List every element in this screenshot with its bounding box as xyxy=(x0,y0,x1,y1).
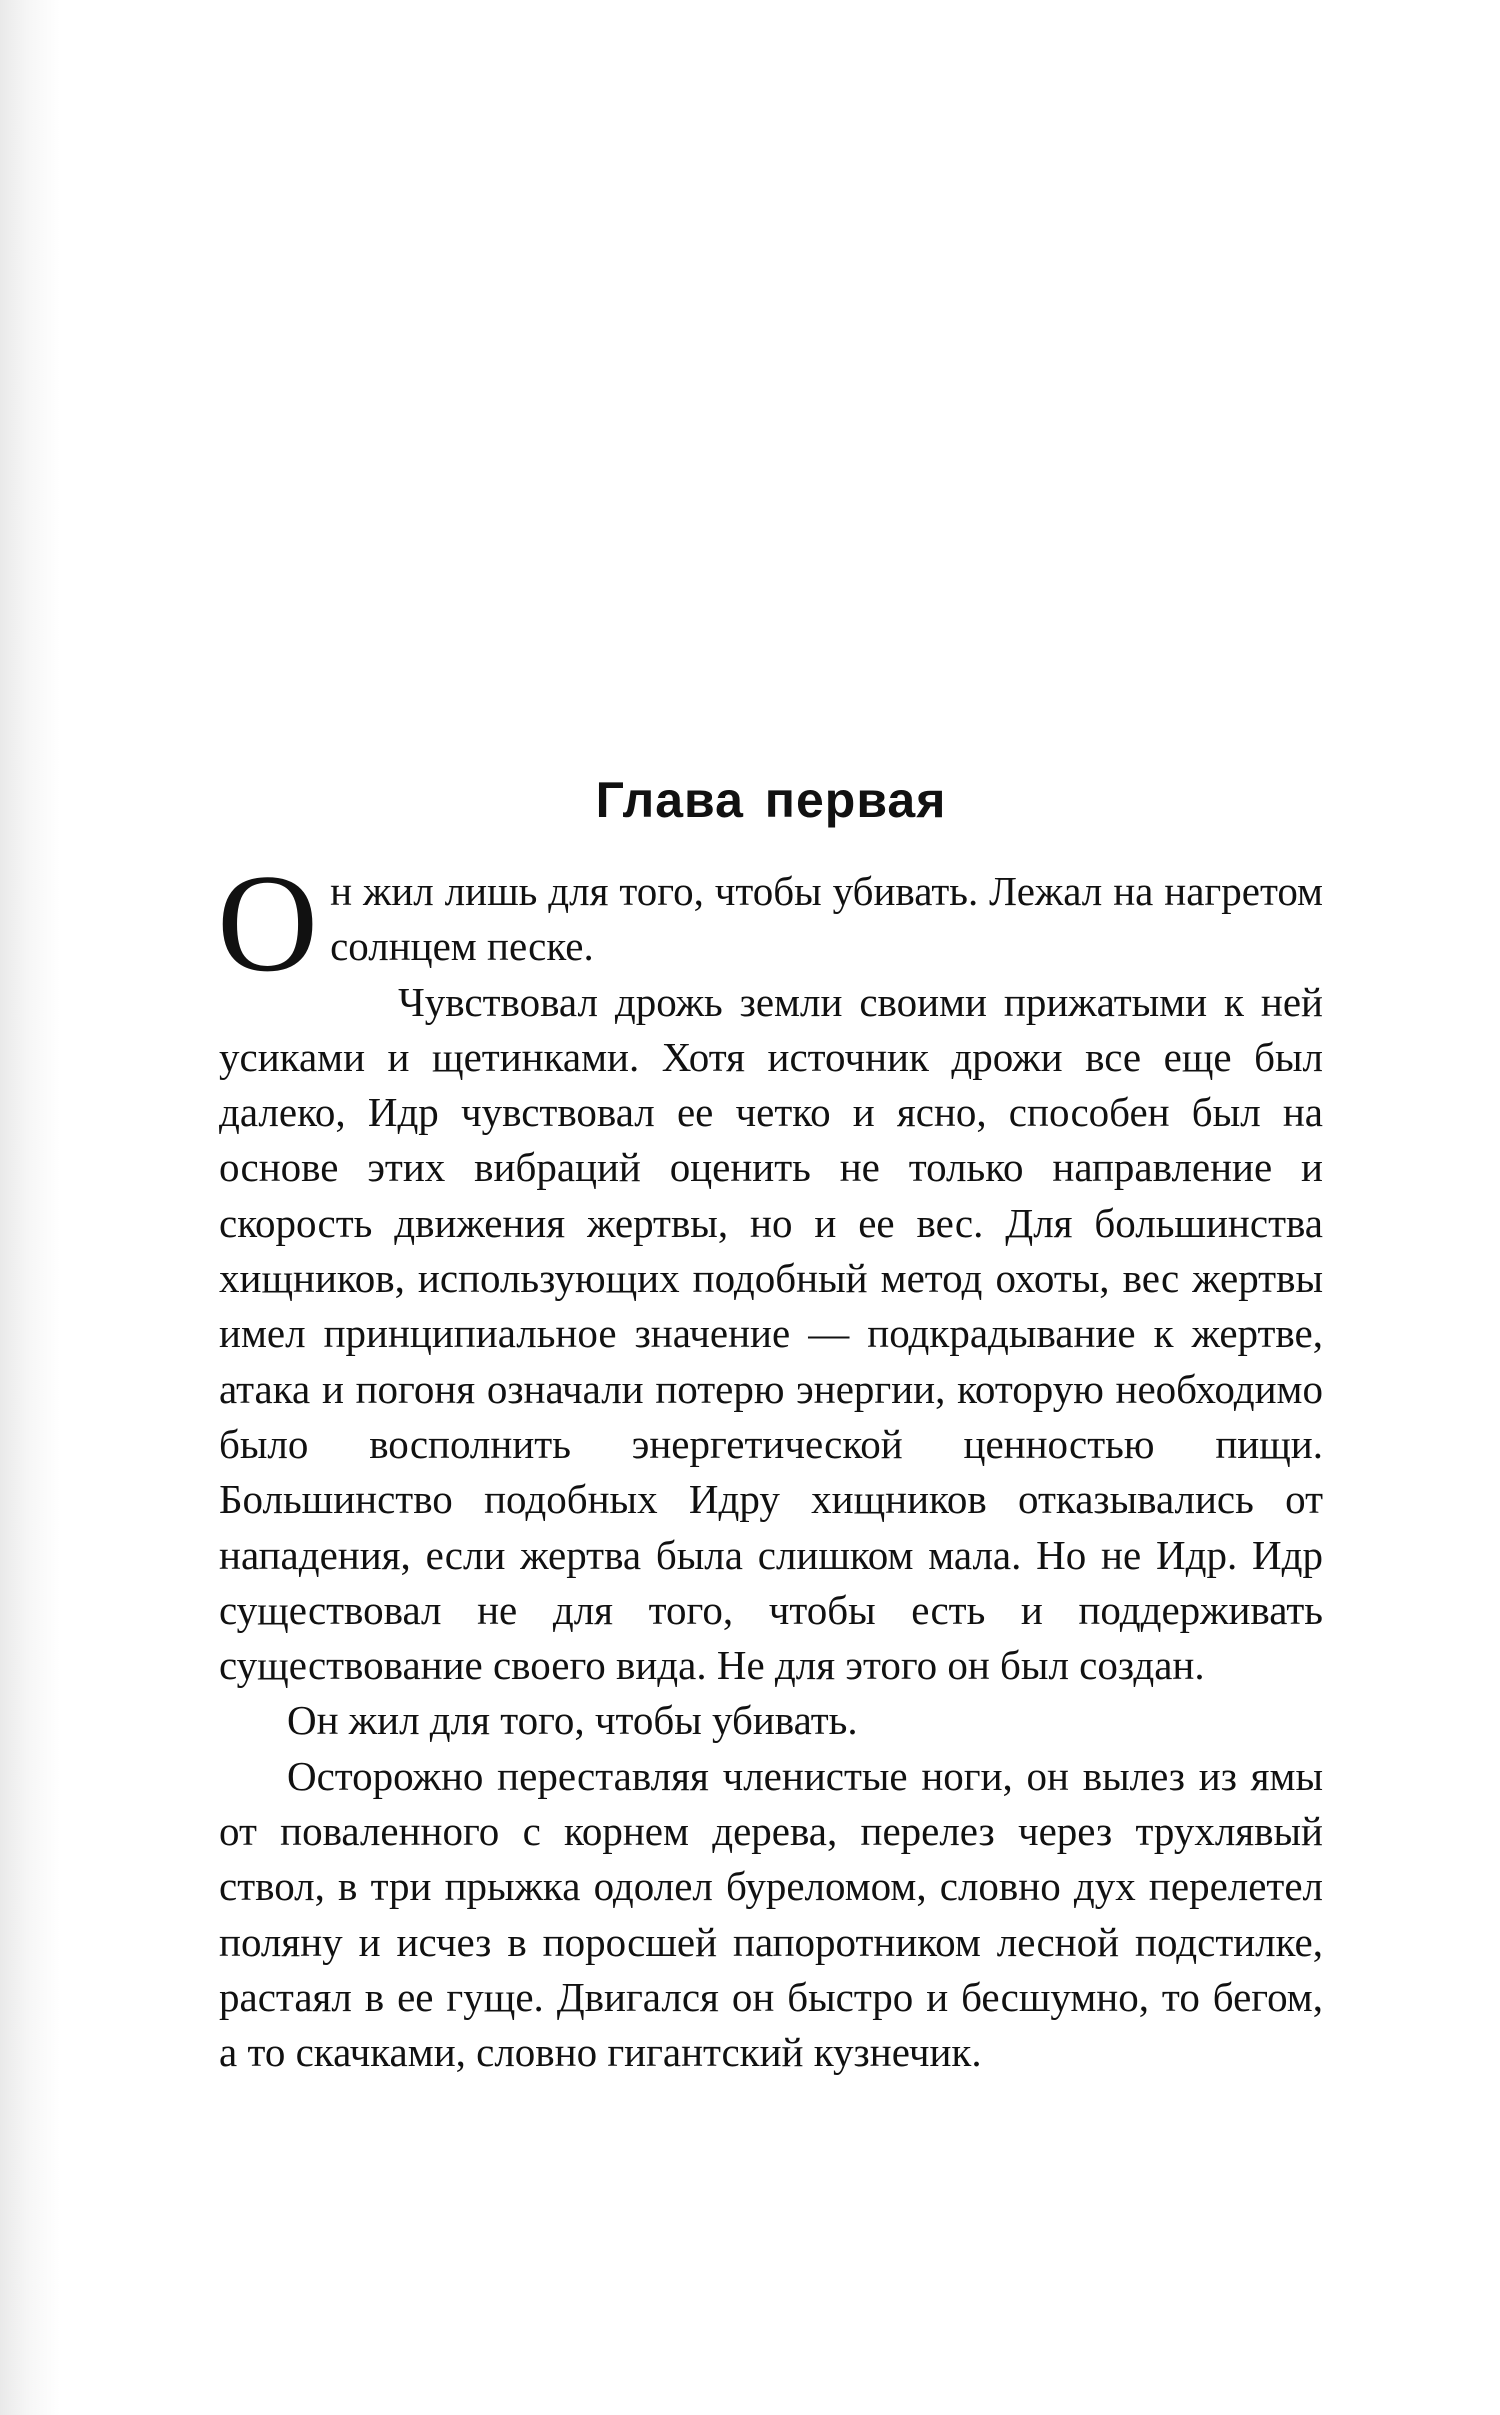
first-paragraph xyxy=(217,846,1323,1001)
chapter-title: Глава первая xyxy=(595,772,947,828)
page-text xyxy=(219,770,1323,2081)
drop-cap: О xyxy=(217,846,319,1001)
paragraph: Осторожно переставляя членистые ноги, он вылез из ямы от поваленного с корнем дерева, перелез через трухлявый ствол, в три прыжка одолел буреломом, словно дух перелетел поляну и исчез в поросшей папоротником лесной подстилке, растаял в ее гуще. Двигался он быстро и бесшумно, то бегом, а то скачками, словно гигантский кузнечик. xyxy=(219,1752,1323,2076)
first-paragraph-text: н жил лишь для того, чтобы убивать. Лежал на нагретом солнцем песке. xyxy=(330,868,1323,970)
paragraph: Чувствовал дрожь земли своими прижатыми к ней усиками и щетинками. Хотя источник дрожи все еще был далеко, Идр чувствовал ее четко и ясно, способен был на основе этих вибраций оценить не только направление и скорость движения жертвы, но и ее вес. Для большинства хищников, использующих подобный метод охоты, вес жертвы имел принципиальное значение — подкрадывание к жертве, атака и погоня означали потерю энергии, которую необходимо было восполнить энергетической ценностью пищи. Большинство подобных Идру хищников отказывались от нападения, если жертва была слишком мала. Но не Идр. Идр существовал не для того, чтобы есть и поддерживать существование своего вида. Не для этого он был создан. xyxy=(219,978,1323,1689)
paragraph: Он жил для того, чтобы убивать. xyxy=(287,1697,858,1744)
page-edge-shadow xyxy=(0,0,60,2415)
